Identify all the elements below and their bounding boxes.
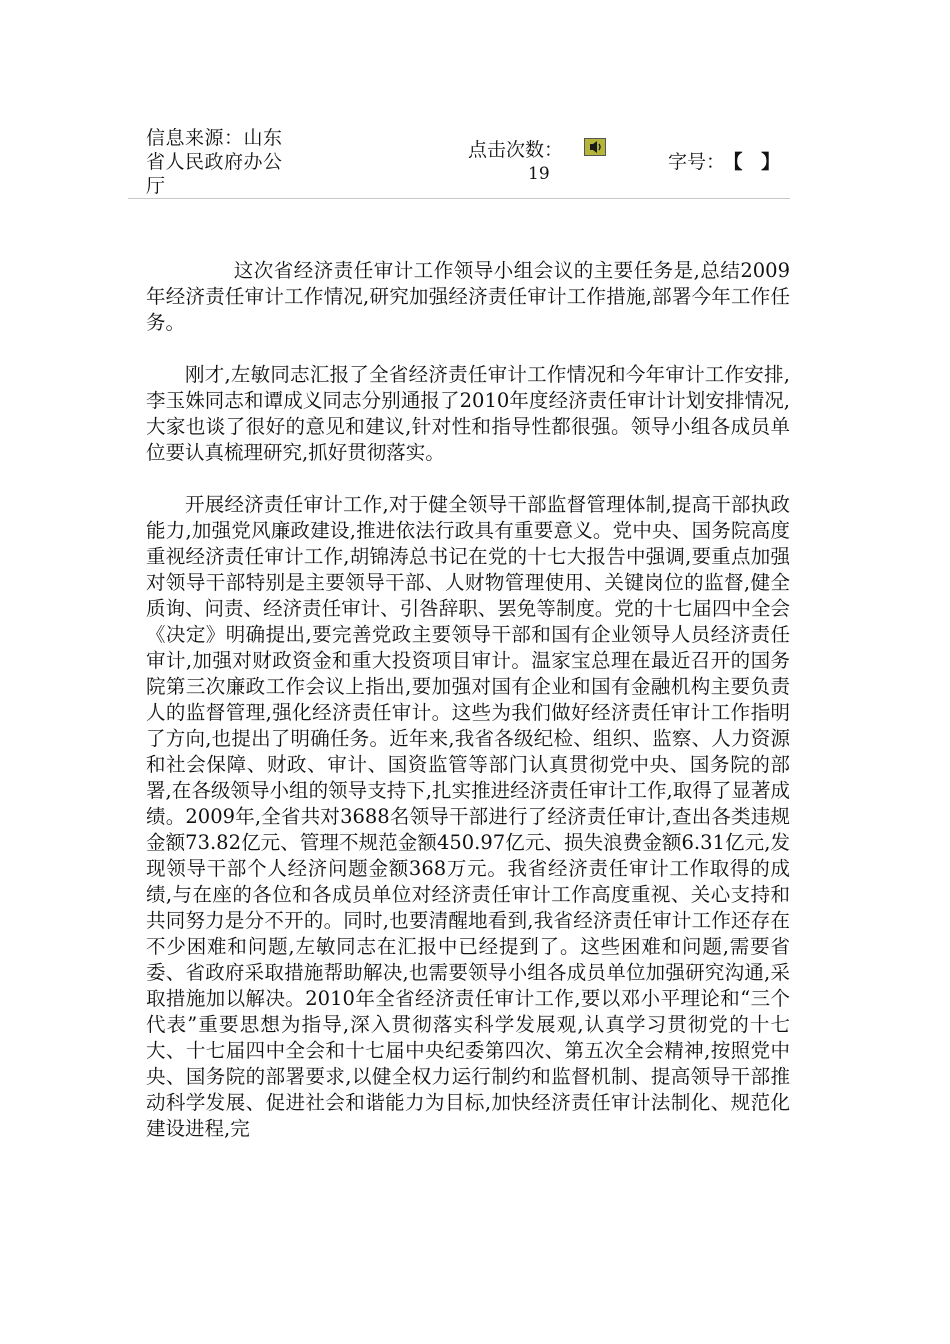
article-meta-bar bbox=[146, 126, 790, 198]
speaker-icon[interactable] bbox=[584, 138, 606, 156]
article-paragraph-1: 这次省经济责任审计工作领导小组会议的主要任务是,总结2009年经济责任审计工作情况,研究加强经济责任审计工作措施,部署今年工作任务。 bbox=[146, 259, 790, 334]
info-source-label: 信息来源： bbox=[146, 127, 244, 149]
info-source bbox=[146, 126, 296, 198]
article-paragraph-2: 刚才,左敏同志汇报了全省经济责任审计工作情况和今年审计工作安排,李玉姝同志和谭成义同志分别通报了2010年度经济责任审计计划安排情况,大家也谈了很好的意见和建议,针对性和指导性都很强。领导小组各成员单位要认真梳理研究,抓好贯彻落实。 bbox=[146, 363, 790, 464]
click-count-label: 点击次数： bbox=[468, 139, 564, 161]
article-paragraph-3: 开展经济责任审计工作,对于健全领导干部监督管理体制,提高干部执政能力,加强党风廉政建设,推进依法行政具有重要意义。党中央、国务院高度重视经济责任审计工作,胡锦涛总书记在党的十七大报告中强调,要重点加强对领导干部特别是主要领导干部、人财物管理使用、关键岗位的监督,健全质询、问责、经济责任审计、引咎辞职、罢免等制度。党的十七届四中全会《决定》明确提出,要完善党政主要领导干部和国有企业领导人员经济责任审计,加强对财政资金和重大投资项目审计。温家宝总理在最近召开的国务院第三次廉政工作会议上指出,要加强对国有企业和国有金融机构主要负责人的监督管理,强化经济责任审计。这些为我们做好经济责任审计工作指明了方向,也提出了明确任务。近年来,我省各级纪检、组织、监察、人力资源和社会保障、财政、审计、国资监管等部门认真贯彻党中央、国务院的部署,在各级领导小组的领导支持下,扎实推进经济责任审计工作,取得了显著成绩。2009年,全省共对3688名领导干部进行了经济责任审计,查出各类违规金额73.82亿元、管理不规范金额450.97亿元、损失浪费金额6.31亿元,发现领导干部个人经济问题金额368万元。我省经济责任审计工作取得的成绩,与在座的各位和各成员单位对经济责任审计工作高度重视、关心支持和共同努力是分不开的。同时,也要清醒地看到,我省经济责任审计工作还存在不少困难和问题,左敏同志在汇报中已经提到了。这些困难和问题,需要省委、省政府采取措施帮助解决,也需要领导小组各成员单位加强研究沟通,采取措施加以解决。2010年全省经济责任审计工作,要以邓小平理论和“三个代表”重要思想为指导,深入贯彻落实科学发展观,认真学习贯彻党的十七大、十七届四中全会和十七届中央纪委第四次、第五次全会精神,按照党中央、国务院的部署要求,以健全权力运行制约和监督机制、提高领导干部推动科学发展、促进社会和谐能力为目标,加快经济责任审计法制化、规范化建设进程,完 bbox=[146, 493, 790, 1140]
font-size-control bbox=[668, 150, 786, 174]
font-size-options[interactable]: 【 】 bbox=[733, 151, 787, 173]
font-size-label: 字号： bbox=[668, 151, 726, 173]
article-body bbox=[146, 258, 790, 1168]
click-count-value: 19 bbox=[528, 164, 550, 184]
info-source-value: 山东省人民政府办公厅 bbox=[146, 127, 283, 197]
header-divider bbox=[128, 198, 790, 199]
